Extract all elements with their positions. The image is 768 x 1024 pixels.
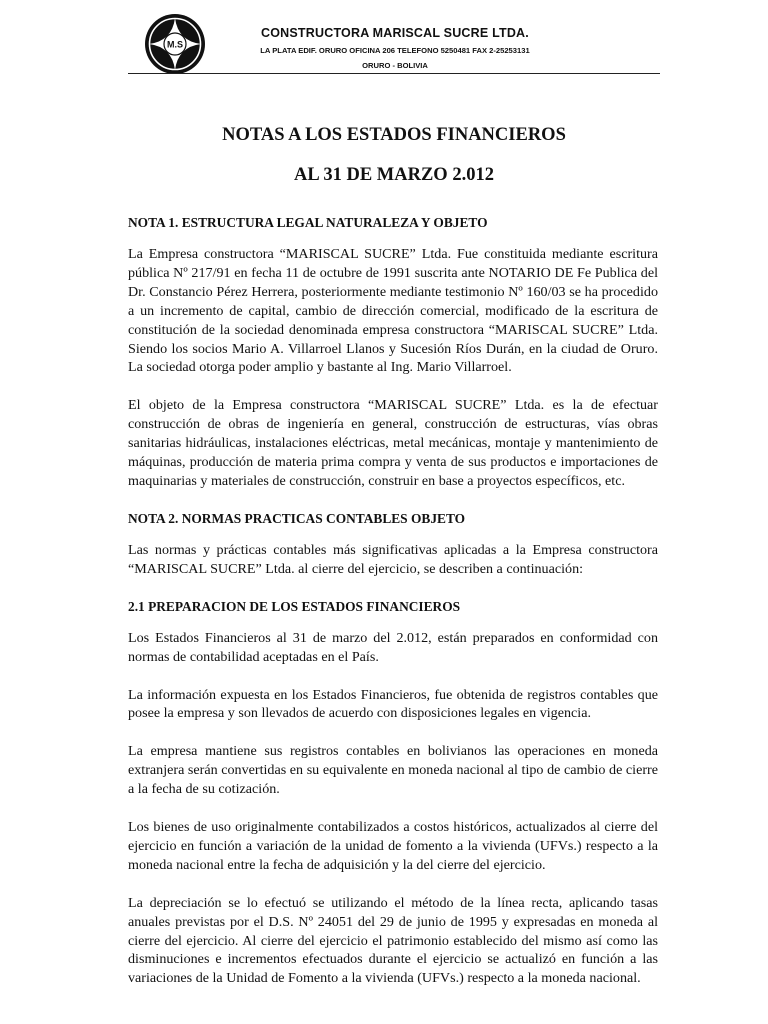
paragraph: La Empresa constructora “MARISCAL SUCRE” Ltda. Fue constituida mediante escritura pública Nº 217/91 en fecha 11 de octubre de 1991 suscrita ante NOTARIO DE Fe Publica del Dr. Constancio Pérez Herrera, posteriormente mediante testimonio Nº 160/03 se ha procedido a un incremento de capital, cambio de dirección comercial, modificado de la escritura de constitución de la sociedad denominada empresa constructora “MARISCAL SUCRE” Ltda. Siendo los socios Mario A. Villarroel Llanos y Sucesión Ríos Durán, en la ciudad de Oruro. La sociedad otorga poder amplio y bastante al Ing. Mario Villarroel.: [128, 246, 658, 376]
paragraph: El objeto de la Empresa constructora “MARISCAL SUCRE” Ltda. es la de efectuar construcción de obras de ingeniería en general, construcción de estructuras, vías obras sanitarias hidráulicas, instalaciones eléctricas, metal mecánicas, montaje y mantenimiento de máquinas, producción de materia prima compra y venta de sus productos e importaciones de maquinarias y materiales de construcción, construir en base a proyectos específicos, etc.: [128, 397, 658, 489]
document-subtitle: AL 31 DE MARZO 2.012: [294, 165, 494, 185]
company-city: ORURO - BOLIVIA: [362, 61, 428, 70]
logo-text: M.S: [166, 39, 184, 50]
paragraph: La empresa mantiene sus registros contables en bolivianos las operaciones en moneda extranjera serán convertidas en su equivalente en moneda nacional al tipo de cambio de cierre a la fecha de su cotización.: [128, 743, 658, 798]
section-heading: NOTA 2. NORMAS PRACTICAS CONTABLES OBJETO: [128, 510, 466, 526]
document-body: [128, 214, 658, 988]
company-address: LA PLATA EDIF. ORURO OFICINA 206 TELEFONO 5250481 FAX 2-25253131: [260, 46, 530, 55]
document-title: NOTAS A LOS ESTADOS FINANCIEROS: [222, 125, 566, 145]
section-heading: NOTA 1. ESTRUCTURA LEGAL NATURALEZA Y OBJETO: [128, 215, 488, 230]
paragraph: Los bienes de uso originalmente contabilizados a costos históricos, actualizados al cierre del ejercicio en función a variación de la unidad de fomento a la vivienda (UFVs.) respecto a la moneda nacional entre la fecha de adquisición y la del cierre del ejercicio.: [128, 819, 658, 873]
company-name: CONSTRUCTORA MARISCAL SUCRE LTDA.: [261, 26, 529, 40]
paragraph: Las normas y prácticas contables más significativas aplicadas a la Empresa constructora “MARISCAL SUCRE” Ltda. al cierre del ejercicio, se describen a continuación:: [128, 541, 658, 577]
paragraph: La información expuesta en los Estados Financieros, fue obtenida de registros contables que posee la empresa y son llevados de acuerdo con disposiciones legales en vigencia.: [128, 686, 658, 722]
section-heading: 2.1 PREPARACION DE LOS ESTADOS FINANCIEROS: [128, 598, 461, 614]
paragraph: Los Estados Financieros al 31 de marzo del 2.012, están preparados en conformidad con normas de contabilidad aceptadas en el País.: [128, 629, 658, 665]
company-logo-icon: [143, 12, 207, 76]
header-divider: [128, 73, 660, 74]
paragraph: La depreciación se lo efectuó se utilizando el método de la línea recta, aplicando tasas anuales previstas por el D.S. Nº 24051 del 29 de junio de 1995 y expresadas en moneda al cierre del ejercicio. Al cierre del ejercicio el patrimonio establecido del mismo así como las disminuciones e incrementos efectuados durante el ejercicio se actualizó en función a las variaciones de la Unidad de Fomento a la vivienda (UFVs.) respecto a la moneda nacional.: [128, 894, 658, 987]
